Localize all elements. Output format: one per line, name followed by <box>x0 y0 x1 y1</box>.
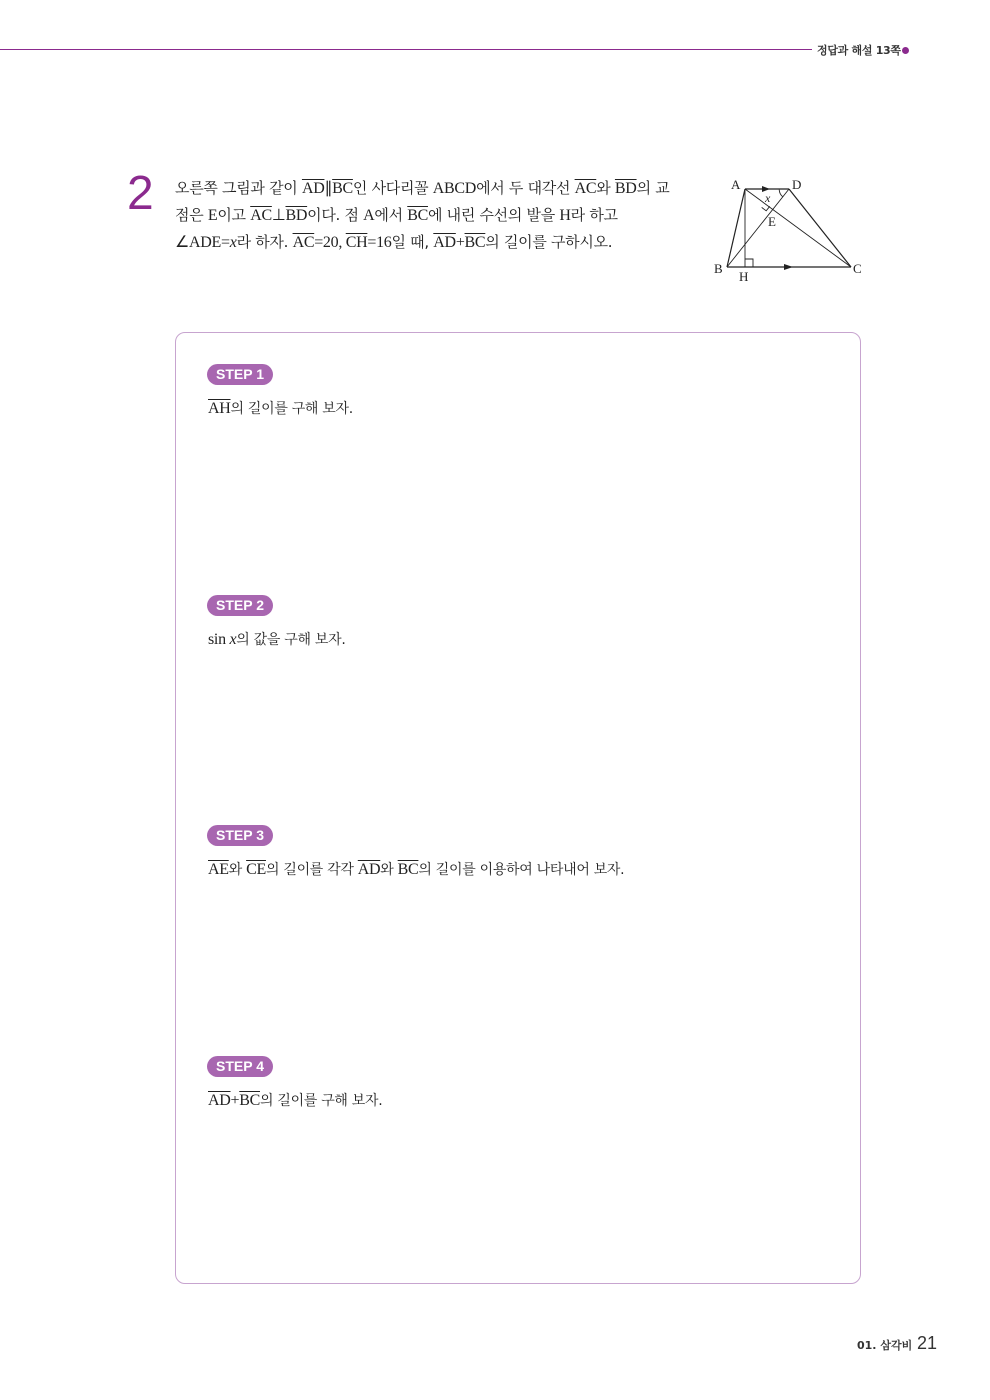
answer-reference: 정답과 해설 13쪽 <box>817 44 901 57</box>
label-b: B <box>714 261 723 276</box>
problem-line-2: 점은 E이고 $\overline{AC}\perp\overline{BD}$이다. 점 A에서 $\overline{BC}$에 내린 수선의 발을 H라 하고 <box>175 206 618 224</box>
step-2-text: sin x의 값을 구해 보자. <box>208 631 346 648</box>
problem-line-1: 오른쪽 그림과 같이 $\overline{AD}\parallel\overline{BC}$인 사다리꼴 ABCD에서 두 대각선 $\overline{AC}$와 $\overline{BD}$의 교 <box>175 179 670 197</box>
trapezoid-figure <box>708 170 868 285</box>
page-number: 21 <box>917 1333 938 1353</box>
label-e: E <box>768 214 776 229</box>
label-x: x <box>765 191 771 205</box>
step-1-badge: STEP 1 <box>207 364 273 385</box>
step-4-badge: STEP 4 <box>207 1056 273 1077</box>
bullet-dot-icon <box>902 47 909 54</box>
label-a: A <box>731 177 741 192</box>
solution-box <box>175 332 861 1284</box>
footer-chapter: 01. 삼각비 <box>857 1339 913 1352</box>
parallel-arrow-bc <box>784 264 793 270</box>
right-angle-h <box>745 259 753 267</box>
right-angle-e <box>762 206 770 211</box>
header-rule <box>0 49 812 50</box>
step-4-text: $\overline{AD}+\overline{BC}$의 길이를 구해 보자. <box>208 1092 383 1109</box>
step-3-text: $\overline{AE}$와 $\overline{CE}$의 길이를 각각 $\overline{AD}$와 $\overline{BC}$의 길이를 이용하여 나타내어 보자. <box>208 861 625 878</box>
step-1-text: $\overline{AH}$의 길이를 구해 보자. <box>208 400 353 417</box>
step-2-badge: STEP 2 <box>207 595 273 616</box>
problem-statement <box>175 175 705 256</box>
label-h: H <box>739 269 749 284</box>
step-3-badge: STEP 3 <box>207 825 273 846</box>
label-d: D <box>792 177 802 192</box>
angle-arc-x <box>779 190 783 197</box>
problem-line-3: ∠ADE=x라 하자. $\overline{AC}=20$, $\overline{CH}=16$일 때, $\overline{AD}+\overline{BC}$의 길이를 구하시오. <box>175 233 613 251</box>
problem-number: 2 <box>127 167 154 220</box>
label-c: C <box>853 261 862 276</box>
